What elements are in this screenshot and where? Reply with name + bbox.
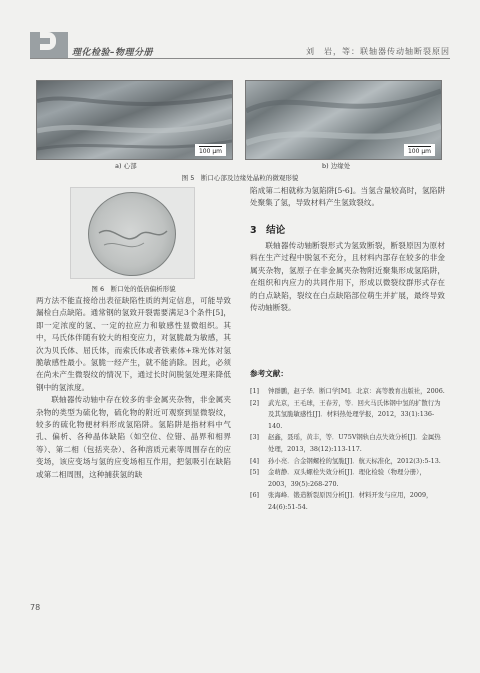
- paragraph: 联轴器传动轴断裂形式为氢致断裂，断裂原因为原材料在生产过程中脱氢不充分，且材料内部存在较多的非金属夹杂物，氢原子在非金属夹杂物附近聚集形成氢陷阱，在组织和内应力的共同作用下，形成以微裂纹群形式存在的白点缺陷，裂纹在白点缺陷部位萌生并扩展，最终导致传动轴断裂。: [250, 241, 445, 313]
- reference-item: [250, 490, 445, 513]
- figure6-image: [70, 187, 195, 279]
- reference-text: 张海峰．锻造断裂原因分析[J]．材料开发与应用，2009，24(6):51-54.: [268, 491, 433, 511]
- page-number: 78: [30, 603, 41, 612]
- figure5-panel-a-micrograph: [36, 80, 233, 160]
- reference-item: [250, 467, 445, 490]
- scale-bar: 100 μm: [195, 144, 226, 156]
- paragraph: 联轴器传动轴中存在较多的非金属夹杂物，非金属夹杂物的类型为硫化物，硫化物的附近可观察到显微裂纹，较多的硫化物便材料形成氢陷阱。氢陷阱是指材料中气孔、偏析、各种晶体缺陷（如空位、位错、晶界和相界等）、第二相（包括夹杂）、各种溶质元素等周围存在的应变场，该应变场与氢的应变场相互作用，把氢吸引在缺陷或第二相周围，这种捕获氢的缺: [36, 395, 231, 479]
- running-head: 刘 岩，等：联轴器传动轴断裂原因: [306, 47, 450, 56]
- reference-number: [3]: [250, 433, 260, 442]
- reference-item: [250, 398, 445, 433]
- scale-bar: 100 μm: [404, 144, 435, 156]
- figure5-panel-b-label: b) 边缘处: [322, 162, 351, 170]
- reference-number: [2]: [250, 398, 260, 407]
- fracture-disc: [88, 192, 176, 276]
- right-column-intro: [250, 185, 445, 210]
- figure5-panel-b-micrograph: [245, 80, 442, 160]
- figure5-caption: 图 5 断口心部及边缘处晶粒的微观形貌: [181, 174, 299, 182]
- reference-item: [250, 386, 445, 398]
- paragraph: 两方法不能直接给出表征缺陷性质的判定信息，可能导致漏检白点缺陷。通常钢的氢致开裂需要满足3个条件[5]，即一定浓度的氢、一定的拉应力和敏感性显微组织。其中，马氏体伴随有较大的相变应力，对氢脆最为敏感，其次为贝氏体、屈氏体，而索氏体或者铁素体+珠光体对氢脆敏感性最小。氢脆一经产生，就不能消除。因此，必须在尚未产生微裂纹的情况下，通过长时间脱氢处理来降低钢中的氢浓度。: [36, 296, 231, 392]
- reference-text: 武光京，王毛球，王春芳，等．回火马氏体钢中氢的扩散行为及其氢脆敏感性[J]．材料热处理学报，2012，33(1):136-140.: [268, 398, 441, 430]
- references-heading: 参考文献：: [250, 369, 288, 378]
- reference-list: [250, 386, 445, 514]
- header-divider: [30, 58, 450, 59]
- reference-item: [250, 456, 445, 468]
- figure5-panel-a-label: a) 心部: [115, 162, 137, 170]
- figure6-caption: 图 6 断口处的低倍偏析形貌: [91, 285, 176, 293]
- reference-number: [5]: [250, 468, 260, 477]
- journal-name: 理化检验–物理分册: [72, 48, 154, 58]
- reference-text: 孙小亮．合金钢螺栓的氢脆[J]．航天标准化，2012(3):5-13.: [268, 456, 441, 465]
- reference-number: [6]: [250, 491, 260, 500]
- reference-text: 钟群鹏，赵子华．断口学[M]．北京：高等教育出版社，2006.: [268, 387, 445, 395]
- reference-item: [250, 432, 445, 455]
- conclusion-text: [250, 240, 445, 314]
- left-column-text: [36, 295, 231, 481]
- reference-number: [4]: [250, 456, 260, 465]
- section-heading-conclusion: 3 结论: [250, 225, 286, 236]
- reference-text: 赵鑫，聂瑶，黄丰，等．U75V钢轨白点失效分析[J]．金属热处理，2013，38(12):113-117.: [268, 433, 441, 453]
- paragraph: 陷成第二相就称为氢陷阱[5-6]。当氢含量较高时，氢陷阱处聚集了氢，导致材料产生氢致裂纹。: [250, 186, 445, 208]
- reference-text: 金萌静．双头螺栓失效分析[J]．理化检验（物理分册），2003，39(5):268-270.: [268, 468, 426, 488]
- reference-number: [1]: [250, 387, 260, 395]
- journal-logo: [30, 32, 68, 58]
